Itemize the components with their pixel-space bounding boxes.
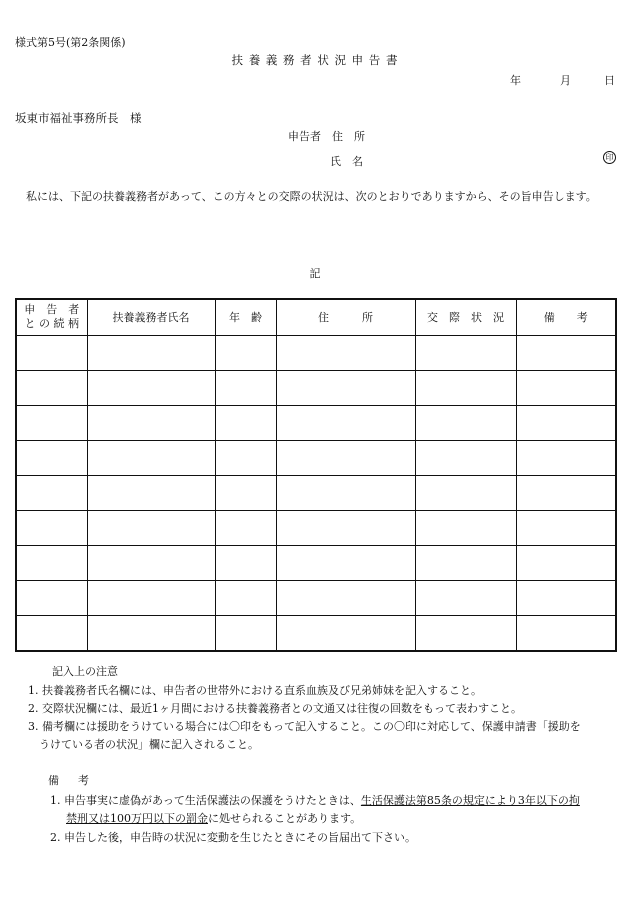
table-cell[interactable]: [516, 616, 616, 651]
table-row: [16, 616, 616, 651]
table-cell[interactable]: [87, 511, 215, 546]
remarks-heading: 備 考: [48, 774, 93, 787]
table-row: [16, 405, 616, 440]
table-cell[interactable]: [276, 440, 415, 475]
date-year-label: 年: [510, 74, 521, 87]
notes-heading: 記入上の注意: [52, 665, 118, 678]
table-cell[interactable]: [215, 546, 276, 581]
table-cell[interactable]: [16, 511, 87, 546]
header-name: 扶養義務者氏名: [87, 299, 215, 335]
table-cell[interactable]: [16, 370, 87, 405]
table-cell[interactable]: [516, 440, 616, 475]
remarks-item-2: 2. 申告した後，申告時の状況に変動を生じたときにその旨届出て下さい。: [50, 831, 416, 844]
table-row: [16, 370, 616, 405]
header-relation-line1: 申 告 者: [24, 303, 80, 317]
table-cell[interactable]: [87, 335, 215, 370]
table-cell[interactable]: [87, 546, 215, 581]
table-cell[interactable]: [16, 581, 87, 616]
table-cell[interactable]: [276, 616, 415, 651]
table-cell[interactable]: [16, 335, 87, 370]
remarks-item-1-prefix: 1. 申告事実に虚偽があって生活保護法の保護をうけたときは、: [50, 794, 361, 807]
remarks-item-1-underlined: 生活保護法第85条の規定により3年以下の拘: [360, 794, 580, 807]
table-cell[interactable]: [16, 546, 87, 581]
table-cell[interactable]: [276, 511, 415, 546]
header-remarks: 備 考: [516, 299, 616, 335]
note-item-2: 2. 交際状況欄には、最近1ヶ月間における扶養義務者との文通又は往復の回数をもって表わすこと。: [28, 702, 522, 715]
table-cell[interactable]: [215, 511, 276, 546]
applicant-address-label: 申告者 住 所: [288, 130, 365, 143]
header-relation-line2: と の 続 柄: [24, 317, 79, 331]
remarks-item-1: [50, 792, 580, 808]
note-item-3: 3. 備考欄には援助をうけている場合には〇印をもって記入すること。この〇印に対応して、保護申請書「援助を: [28, 720, 581, 733]
table-cell[interactable]: [276, 370, 415, 405]
remarks-item-1-cont: [66, 810, 361, 826]
table-cell[interactable]: [215, 581, 276, 616]
note-item-3-cont: うけている者の状況」欄に記入されること。: [39, 738, 259, 751]
table-cell[interactable]: [215, 440, 276, 475]
table-row: [16, 440, 616, 475]
table-cell[interactable]: [516, 405, 616, 440]
table-cell[interactable]: [415, 370, 516, 405]
table-cell[interactable]: [415, 546, 516, 581]
table-cell[interactable]: [516, 335, 616, 370]
form-number: 様式第5号(第2条関係): [15, 36, 126, 49]
table-cell[interactable]: [16, 475, 87, 510]
table-cell[interactable]: [516, 511, 616, 546]
table-cell[interactable]: [16, 616, 87, 651]
table-cell[interactable]: [215, 475, 276, 510]
table-cell[interactable]: [87, 475, 215, 510]
table-cell[interactable]: [87, 370, 215, 405]
applicant-name-label: 氏 名: [330, 155, 363, 168]
table-cell[interactable]: [215, 616, 276, 651]
table-cell[interactable]: [516, 370, 616, 405]
table-cell[interactable]: [276, 546, 415, 581]
declaration-statement: 私には、下記の扶養義務者があって、この方々との交際の状況は、次のとおりでありますから、その旨申告します。: [26, 190, 597, 203]
table-row: [16, 581, 616, 616]
table-cell[interactable]: [215, 370, 276, 405]
table-cell[interactable]: [87, 440, 215, 475]
table-cell[interactable]: [87, 616, 215, 651]
dependents-table: [15, 298, 617, 652]
remarks-item-1-underlined-cont: 禁刑又は100万円以下の罰金: [66, 812, 208, 825]
ki-marker: 記: [309, 267, 321, 280]
table-cell[interactable]: [276, 475, 415, 510]
table-cell[interactable]: [415, 405, 516, 440]
addressee: 坂東市福祉事務所長 様: [15, 111, 142, 125]
table-cell[interactable]: [16, 440, 87, 475]
header-age: 年 齢: [215, 299, 276, 335]
table-cell[interactable]: [87, 405, 215, 440]
table-row: [16, 475, 616, 510]
table-cell[interactable]: [516, 475, 616, 510]
table-cell[interactable]: [415, 616, 516, 651]
header-address: 住 所: [276, 299, 415, 335]
table-cell[interactable]: [276, 405, 415, 440]
table-cell[interactable]: [16, 405, 87, 440]
date-day-label: 日: [604, 74, 615, 87]
note-item-1: 1. 扶養義務者氏名欄には、申告者の世帯外における直系血族及び兄弟姉妹を記入すること。: [28, 684, 482, 697]
table-cell[interactable]: [276, 581, 415, 616]
table-cell[interactable]: [415, 581, 516, 616]
header-relation: [16, 299, 87, 335]
table-row: [16, 511, 616, 546]
table-cell[interactable]: [415, 475, 516, 510]
table-header-row: [16, 299, 616, 335]
table-cell[interactable]: [415, 335, 516, 370]
remarks-item-1-suffix: に処せられることがあります。: [208, 812, 362, 825]
table-cell[interactable]: [415, 440, 516, 475]
table-row: [16, 546, 616, 581]
table-cell[interactable]: [516, 546, 616, 581]
seal-mark: 印: [603, 151, 616, 164]
table-row: [16, 335, 616, 370]
table-cell[interactable]: [276, 335, 415, 370]
table-cell[interactable]: [415, 511, 516, 546]
table-cell[interactable]: [516, 581, 616, 616]
date-month-label: 月: [560, 74, 571, 87]
document-title: 扶 養 義 務 者 状 況 申 告 書: [231, 53, 399, 67]
header-contact-status: 交 際 状 況: [415, 299, 516, 335]
table-cell[interactable]: [87, 581, 215, 616]
table-cell[interactable]: [215, 335, 276, 370]
table-cell[interactable]: [215, 405, 276, 440]
